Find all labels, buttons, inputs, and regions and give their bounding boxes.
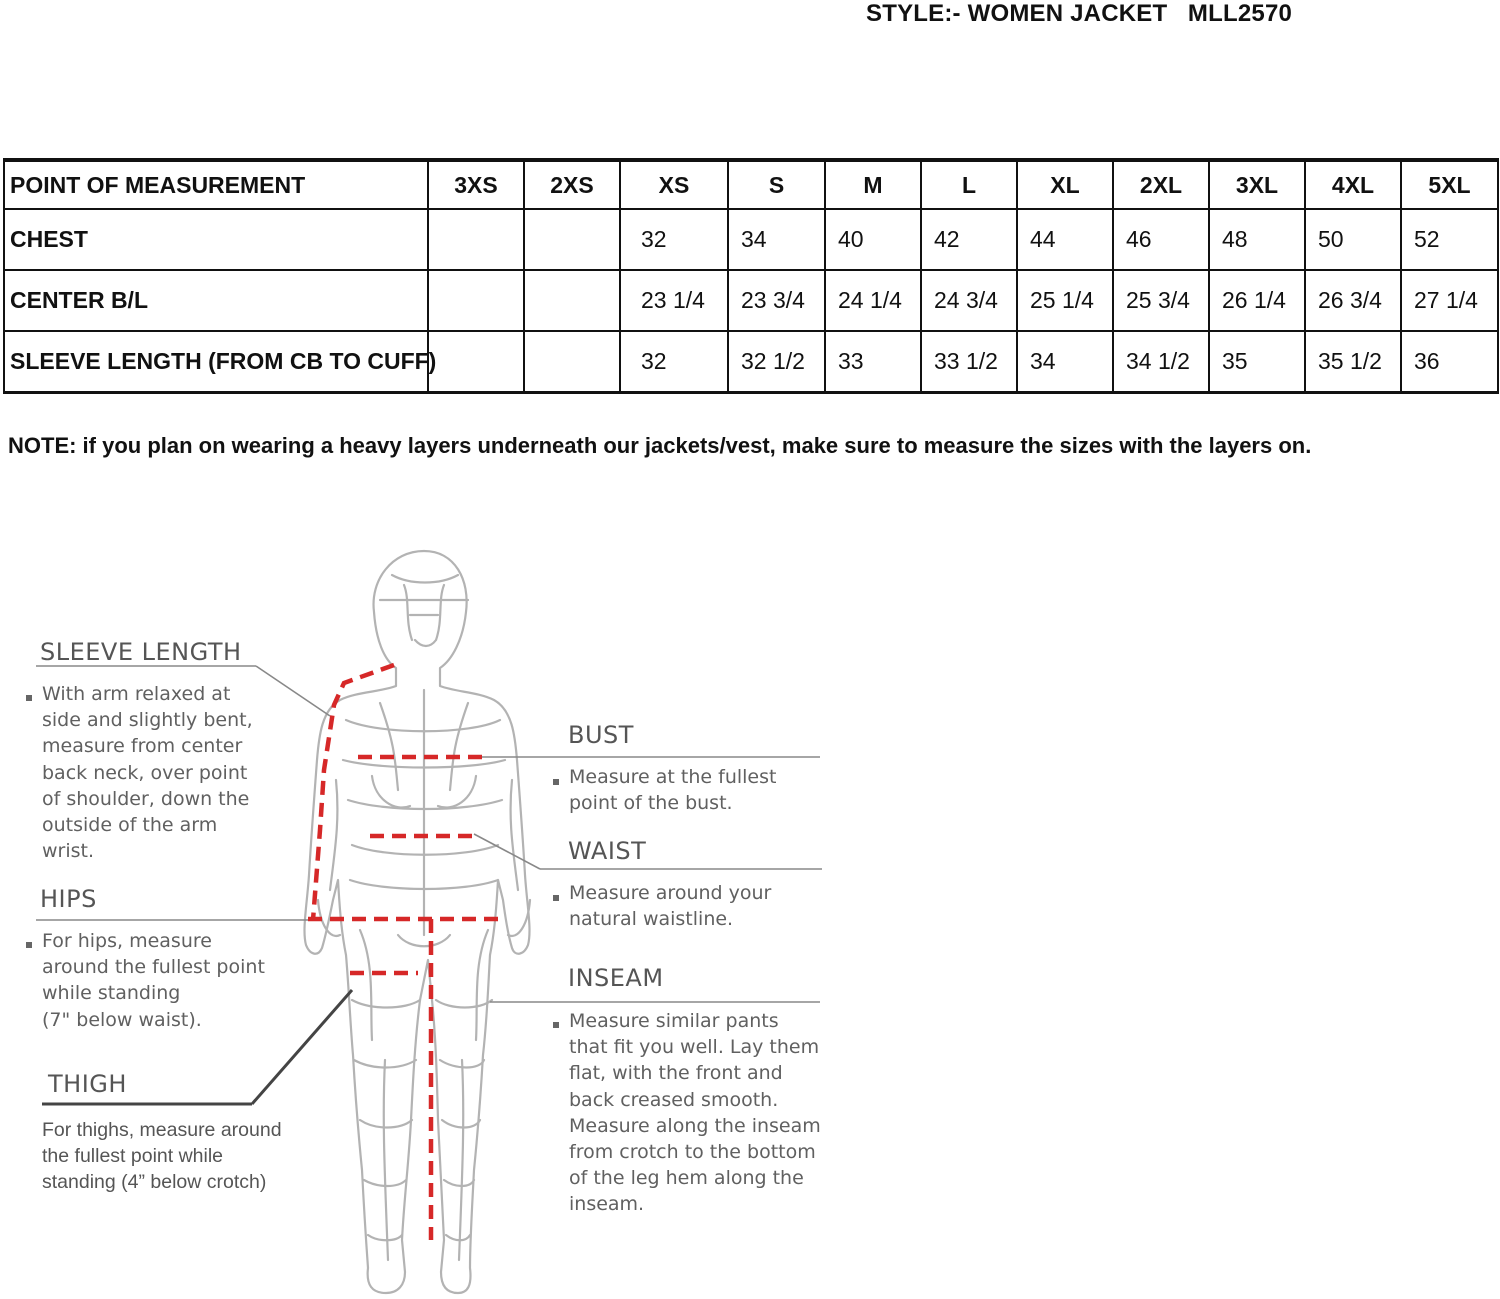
- table-cell: 27 1/4: [1401, 270, 1498, 331]
- table-cell: 50: [1305, 209, 1401, 270]
- table-cell: 42: [921, 209, 1017, 270]
- square-bullet-icon: [553, 779, 559, 785]
- table-cell: 24 3/4: [921, 270, 1017, 331]
- table-cell: 35 1/2: [1305, 331, 1401, 392]
- table-cell: 33: [825, 331, 921, 392]
- bust-heading: BUST: [568, 721, 634, 749]
- layering-note: NOTE: if you plan on wearing a heavy layers underneath our jackets/vest, make sure to measure the sizes with the layers on.: [8, 433, 1312, 458]
- table-cell: 33 1/2: [921, 331, 1017, 392]
- table-cell: 23 1/4: [620, 270, 728, 331]
- waist-text: Measure around your natural waistline.: [569, 882, 772, 931]
- table-cell: 25 3/4: [1113, 270, 1209, 331]
- hips-heading: HIPS: [40, 885, 97, 913]
- table-cell: 26 3/4: [1305, 270, 1401, 331]
- header-size: 2XL: [1113, 160, 1209, 209]
- square-bullet-icon: [553, 1022, 559, 1028]
- row-label: CHEST: [4, 209, 428, 270]
- bust-text: Measure at the fullest point of the bust.: [569, 766, 777, 815]
- table-cell: 52: [1401, 209, 1498, 270]
- table-cell: 35: [1209, 331, 1305, 392]
- table-cell: 46: [1113, 209, 1209, 270]
- table-cell: 23 3/4: [728, 270, 825, 331]
- table-cell: 26 1/4: [1209, 270, 1305, 331]
- table-cell: 32 1/2: [728, 331, 825, 392]
- sleeve-length-heading: SLEEVE LENGTH: [40, 638, 242, 666]
- table-cell: 24 1/4: [825, 270, 921, 331]
- inseam-text: Measure similar pants that fit you well. Lay them flat, with the front and back creased smooth. Measure along the inseam from crotch to the bottom of the leg hem along the inseam.: [569, 1010, 821, 1216]
- table-cell: 34: [1017, 331, 1113, 392]
- header-point-of-measurement: POINT OF MEASUREMENT: [4, 160, 428, 209]
- hips-text: For hips, measure around the fullest point while standing (7" below waist).: [42, 930, 265, 1031]
- table-cell: 44: [1017, 209, 1113, 270]
- header-size: 5XL: [1401, 160, 1498, 209]
- row-label: SLEEVE LENGTH (FROM CB TO CUFF): [4, 331, 428, 392]
- sleeve-length-text: With arm relaxed at side and slightly bent, measure from center back neck, over point of shoulder, down the outside of the arm wrist.: [42, 683, 253, 863]
- inseam-heading: INSEAM: [568, 964, 664, 992]
- header-size: M: [825, 160, 921, 209]
- header-size: S: [728, 160, 825, 209]
- waist-heading: WAIST: [568, 837, 647, 865]
- header-size: 3XS: [428, 160, 524, 209]
- square-bullet-icon: [26, 695, 32, 701]
- table-cell: 25 1/4: [1017, 270, 1113, 331]
- table-cell: 40: [825, 209, 921, 270]
- thigh-text: For thighs, measure around the fullest point while standing (4” below crotch): [42, 1119, 282, 1194]
- table-cell: 34: [728, 209, 825, 270]
- header-size: 4XL: [1305, 160, 1401, 209]
- table-cell: 36: [1401, 331, 1498, 392]
- style-title: STYLE:- WOMEN JACKET MLL2570: [866, 0, 1293, 27]
- row-label: CENTER B/L: [4, 270, 428, 331]
- square-bullet-icon: [553, 895, 559, 901]
- header-size: XL: [1017, 160, 1113, 209]
- table-cell: 32: [620, 209, 728, 270]
- table-cell: 32: [620, 331, 728, 392]
- header-size: L: [921, 160, 1017, 209]
- table-cell: 34 1/2: [1113, 331, 1209, 392]
- square-bullet-icon: [26, 942, 32, 948]
- header-size: 3XL: [1209, 160, 1305, 209]
- header-size: XS: [620, 160, 728, 209]
- thigh-heading: THIGH: [48, 1070, 127, 1098]
- header-size: 2XS: [524, 160, 620, 209]
- table-cell: 48: [1209, 209, 1305, 270]
